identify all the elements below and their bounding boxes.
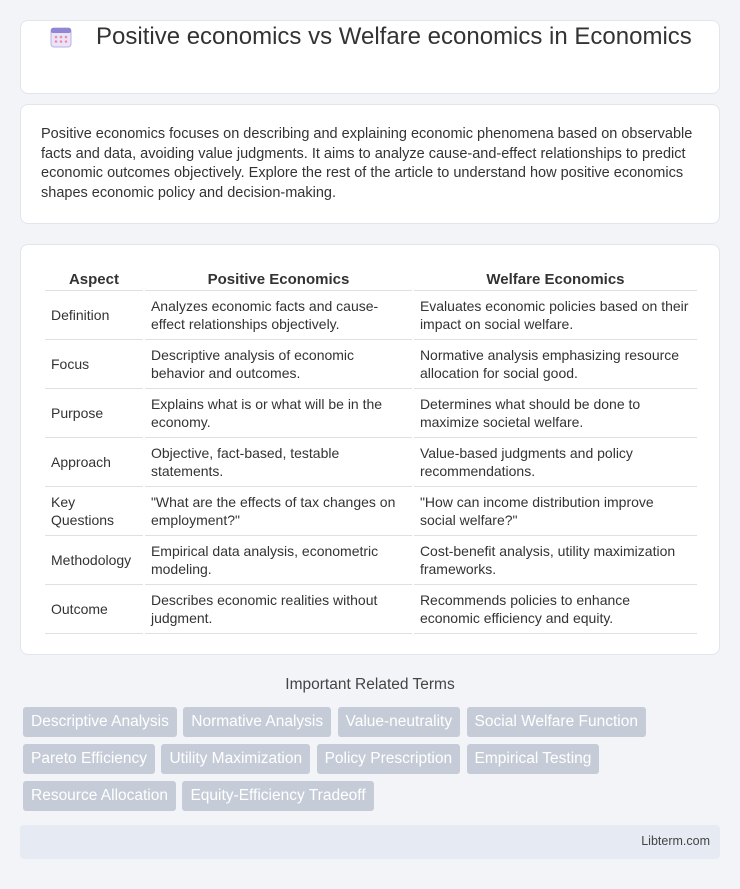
- row-welfare: Recommends policies to enhance economic efficiency and equity.: [414, 585, 697, 634]
- row-positive: Explains what is or what will be in the economy.: [145, 389, 412, 438]
- tag-value-neutrality[interactable]: Value-neutrality: [338, 707, 461, 737]
- comparison-card: [20, 244, 720, 655]
- table-row: [45, 389, 697, 438]
- footer-site-link[interactable]: Libterm.com: [641, 834, 710, 848]
- tag-row: [23, 744, 601, 774]
- row-aspect: Outcome: [45, 585, 143, 634]
- tag-row: [23, 707, 648, 737]
- row-aspect: Approach: [45, 438, 143, 487]
- comparison-table: [43, 265, 699, 634]
- row-aspect: Methodology: [45, 536, 143, 585]
- table-row: [45, 291, 697, 340]
- header-welfare: Welfare Economics: [414, 265, 697, 291]
- tag-utility-maximization[interactable]: Utility Maximization: [161, 744, 310, 774]
- footer: [20, 825, 720, 859]
- tag-normative-analysis[interactable]: Normative Analysis: [183, 707, 331, 737]
- row-welfare: Value-based judgments and policy recommendations.: [414, 438, 697, 487]
- header-positive: Positive Economics: [145, 265, 412, 291]
- row-positive: Analyzes economic facts and cause-effect relationships objectively.: [145, 291, 412, 340]
- row-positive: Descriptive analysis of economic behavior and outcomes.: [145, 340, 412, 389]
- table-row: [45, 340, 697, 389]
- tag-descriptive-analysis[interactable]: Descriptive Analysis: [23, 707, 177, 737]
- table-row: [45, 438, 697, 487]
- calendar-icon: [48, 24, 74, 50]
- row-aspect: Key Questions: [45, 487, 143, 536]
- header-aspect: Aspect: [45, 265, 143, 291]
- tag-policy-prescription[interactable]: Policy Prescription: [317, 744, 461, 774]
- row-positive: Empirical data analysis, econometric modeling.: [145, 536, 412, 585]
- tag-social-welfare-function[interactable]: Social Welfare Function: [467, 707, 646, 737]
- table-row: [45, 536, 697, 585]
- row-aspect: Purpose: [45, 389, 143, 438]
- intro-text: Positive economics focuses on describing and explaining economic phenomena based on observable facts and data, avoiding value judgments. It aims to analyze cause-and-effect relationships to predict economic outcomes objectively. Explore the rest of the article to understand how positive economics shapes economic policy and decision-making.: [41, 126, 693, 201]
- row-welfare: "How can income distribution improve social welfare?": [414, 487, 697, 536]
- row-positive: Describes economic realities without judgment.: [145, 585, 412, 634]
- table-row: [45, 585, 697, 634]
- table-header-row: [45, 265, 697, 291]
- row-welfare: Determines what should be done to maximize societal welfare.: [414, 389, 697, 438]
- table-row: [45, 487, 697, 536]
- row-welfare: Evaluates economic policies based on their impact on social welfare.: [414, 291, 697, 340]
- tag-pareto-efficiency[interactable]: Pareto Efficiency: [23, 744, 155, 774]
- row-aspect: Definition: [45, 291, 143, 340]
- related-terms-title: Important Related Terms: [285, 676, 455, 693]
- tag-resource-allocation[interactable]: Resource Allocation: [23, 781, 176, 811]
- row-aspect: Focus: [45, 340, 143, 389]
- intro-card: [20, 104, 720, 224]
- tag-row: [23, 781, 376, 811]
- row-welfare: Cost-benefit analysis, utility maximization frameworks.: [414, 536, 697, 585]
- tag-empirical-testing[interactable]: Empirical Testing: [467, 744, 600, 774]
- tag-equity-efficiency-tradeoff[interactable]: Equity-Efficiency Tradeoff: [182, 781, 373, 811]
- row-positive: Objective, fact-based, testable statements.: [145, 438, 412, 487]
- page-title: Positive economics vs Welfare economics in Economics: [96, 23, 692, 50]
- row-positive: "What are the effects of tax changes on employment?": [145, 487, 412, 536]
- row-welfare: Normative analysis emphasizing resource allocation for social good.: [414, 340, 697, 389]
